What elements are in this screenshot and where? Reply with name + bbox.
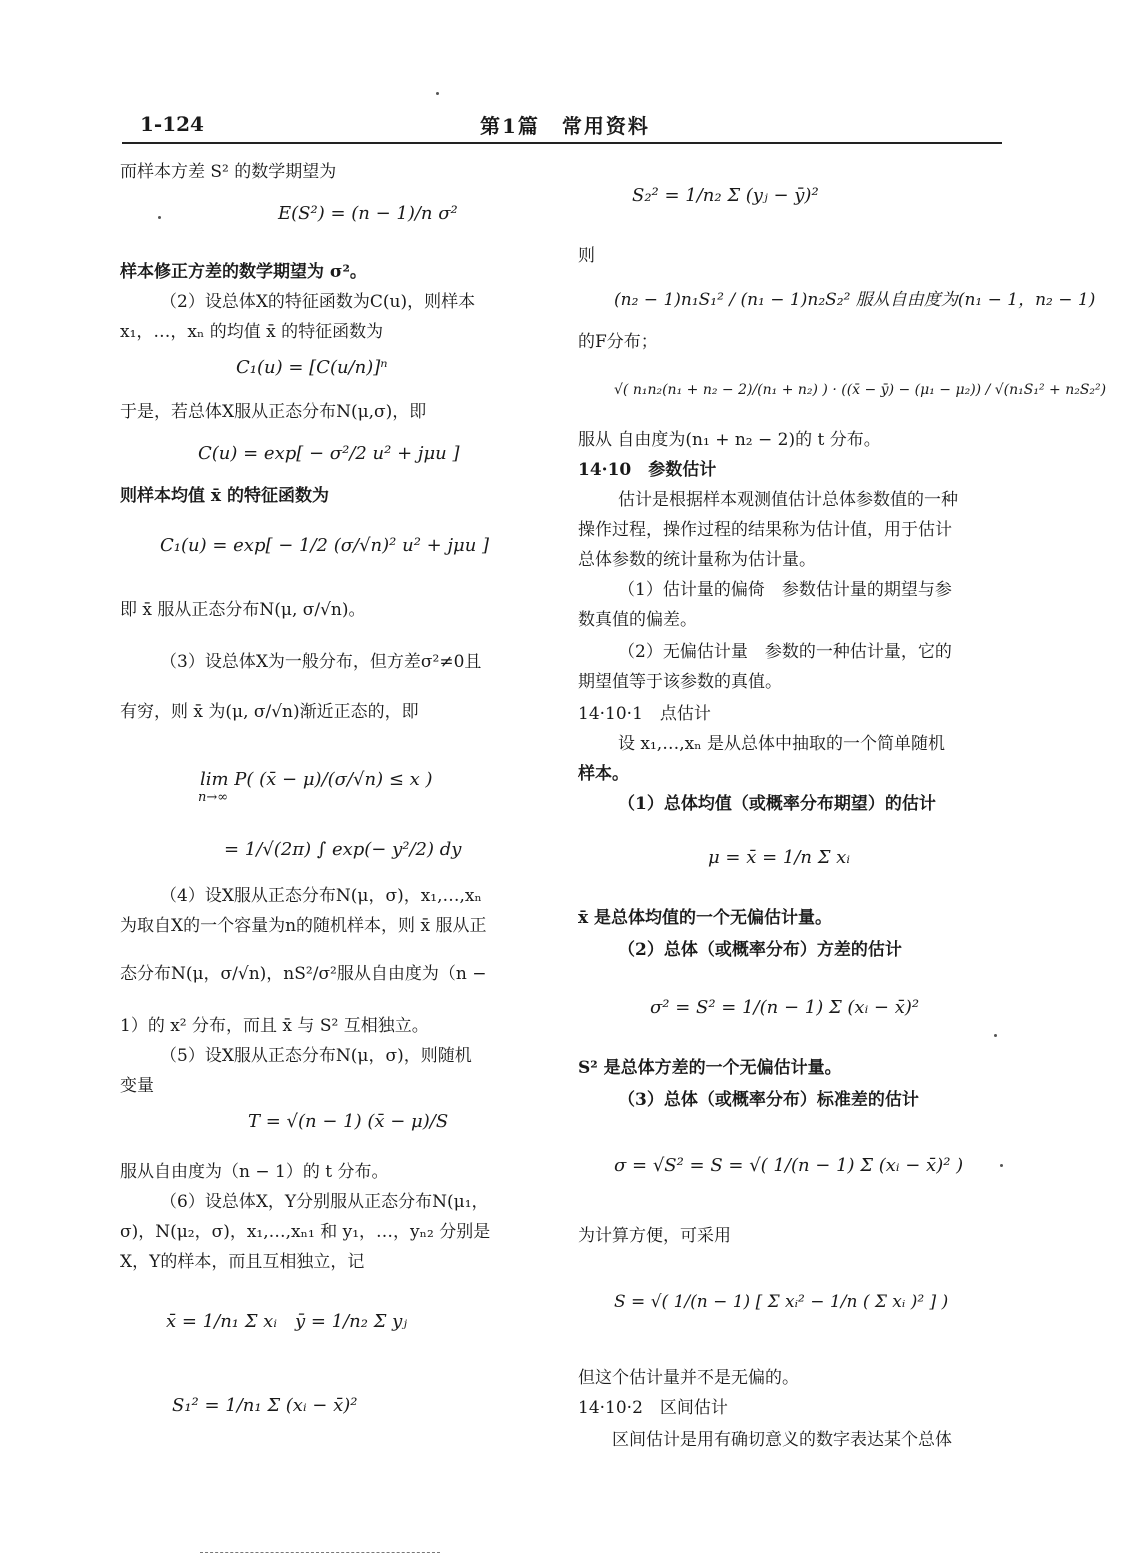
formula-limit-subscript: n→∞	[198, 790, 229, 805]
text-line: （6）设总体X，Y分别服从正态分布N(μ₁，	[160, 1192, 489, 1212]
text-line: 而样本方差 S² 的数学期望为	[120, 162, 337, 182]
text-line: 变量	[120, 1076, 154, 1096]
text-line: σ)，N(μ₂，σ)，x₁,…,xₙ₁ 和 y₁，…，yₙ₂ 分别是	[120, 1222, 491, 1242]
text-line: 1）的 x² 分布，而且 x̄ 与 S² 互相独立。	[120, 1016, 429, 1036]
formula-two-sample-t: √( n₁n₂(n₁ + n₂ − 2)/(n₁ + n₂) ) · ((x̄ − ȳ) − (μ₁ − μ₂)) / √(n₁S₁² + n₂S₂²)	[614, 382, 1107, 398]
text-line: （5）设X服从正态分布N(μ，σ)，则随机	[160, 1046, 472, 1066]
text-line: 的F分布；	[578, 332, 658, 352]
text-line: 样本修正方差的数学期望为 σ²。	[120, 262, 367, 282]
subsection-heading: 14·10·1 点估计	[578, 704, 711, 724]
text-line: （4）设X服从正态分布N(μ，σ)，x₁,…,xₙ	[160, 886, 482, 906]
header-rule	[122, 142, 1002, 144]
text-line: 服从 自由度为(n₁ + n₂ − 2)的 t 分布。	[578, 430, 881, 450]
text-line: 为计算方便，可采用	[578, 1226, 731, 1246]
formula-std-estimate: σ = √S² = S = √( 1/(n − 1) Σ (xᵢ − x̄)² )	[614, 1155, 964, 1176]
formula-s2-squared: S₂² = 1/n₂ Σ (yⱼ − ȳ)²	[632, 185, 819, 206]
text-line: 态分布N(μ，σ/√n)，nS²/σ²服从自由度为（n −	[120, 964, 487, 984]
text-line: 样本。	[578, 764, 629, 784]
formula-limit: lim P( (x̄ − μ)/(σ/√n) ≤ x )	[200, 769, 433, 790]
text-line: 估计是根据样本观测值估计总体参数值的一种	[618, 490, 958, 510]
text-line: S² 是总体方差的一个无偏估计量。	[578, 1058, 842, 1078]
bottom-rule	[200, 1552, 440, 1553]
formula-char-function-normal: C(u) = exp[ − σ²/2 u² + jμu ]	[198, 443, 460, 464]
text-line: 于是，若总体X服从正态分布N(μ,σ)，即	[120, 402, 427, 422]
text-line: 但这个估计量并不是无偏的。	[578, 1368, 799, 1388]
item-heading: （3）总体（或概率分布）标准差的估计	[618, 1090, 919, 1110]
formula-expectation-s2: E(S²) = (n − 1)/n σ²	[278, 203, 458, 224]
text-line: 服从自由度为（n − 1）的 t 分布。	[120, 1162, 389, 1182]
running-head: 第1篇 常用资料	[480, 114, 650, 138]
text-line: （1）估计量的偏倚 参数估计量的期望与参	[618, 580, 952, 600]
formula-std-computation: S = √( 1/(n − 1) [ Σ xᵢ² − 1/n ( Σ xᵢ )² ] )	[614, 1292, 949, 1312]
text-line: （3）设总体X为一般分布，但方差σ²≠0且	[160, 652, 482, 672]
text-line: （2）设总体X的特征函数为C(u)，则样本	[160, 292, 476, 312]
formula-s1-squared: S₁² = 1/n₁ Σ (xᵢ − x̄)²	[172, 1395, 358, 1416]
scan-speck	[1000, 1164, 1003, 1167]
formula-normal-integral: = 1/√(2π) ∫ exp(− y²/2) dy	[224, 839, 462, 860]
formula-f-ratio: (n₂ − 1)n₁S₁² / (n₁ − 1)n₂S₂² 服从自由度为(n₁ − 1，n₂ − 1)	[614, 290, 1096, 310]
text-line: （2）无偏估计量 参数的一种估计量，它的	[618, 642, 952, 662]
text-line: 有穷，则 x̄ 为(μ, σ/√n)渐近正态的，即	[120, 702, 419, 722]
scan-speck	[436, 92, 439, 95]
formula-mean-estimate: μ = x̄ = 1/n Σ xᵢ	[708, 847, 850, 868]
scan-speck	[994, 1034, 997, 1037]
text-line: x₁，…，xₙ 的均值 x̄ 的特征函数为	[120, 322, 384, 342]
item-heading: （1）总体均值（或概率分布期望）的估计	[618, 794, 936, 814]
text-line: 区间估计是用有确切意义的数字表达某个总体	[612, 1430, 952, 1450]
text-line: 即 x̄ 服从正态分布N(μ, σ/√n)。	[120, 600, 366, 620]
formula-char-function-mean: C₁(u) = [C(u/n)]ⁿ	[236, 357, 388, 378]
section-heading: 14·10 参数估计	[578, 460, 717, 480]
item-heading: （2）总体（或概率分布）方差的估计	[618, 940, 902, 960]
text-line: X，Y的样本，而且互相独立，记	[120, 1252, 365, 1272]
text-line: 期望值等于该参数的真值。	[578, 672, 782, 692]
scan-speck	[158, 216, 161, 219]
text-line: 为取自X的一个容量为n的随机样本，则 x̄ 服从正	[120, 916, 487, 936]
text-line: 总体参数的统计量称为估计量。	[578, 550, 816, 570]
text-line: x̄ 是总体均值的一个无偏估计量。	[578, 908, 833, 928]
formula-sample-means: x̄ = 1/n₁ Σ xᵢ ȳ = 1/n₂ Σ yⱼ	[166, 1311, 408, 1332]
page-number: 1-124	[140, 112, 204, 136]
subsection-heading: 14·10·2 区间估计	[578, 1398, 728, 1418]
text-line: 则样本均值 x̄ 的特征函数为	[120, 486, 329, 506]
text-line: 数真值的偏差。	[578, 610, 697, 630]
formula-char-function-sample-mean: C₁(u) = exp[ − 1/2 (σ/√n)² u² + jμu ]	[160, 535, 490, 556]
formula-variance-estimate: σ² = S² = 1/(n − 1) Σ (xᵢ − x̄)²	[650, 997, 920, 1018]
text-line: 操作过程，操作过程的结果称为估计值，用于估计	[578, 520, 952, 540]
text-line: 设 x₁,…,xₙ 是从总体中抽取的一个简单随机	[618, 734, 945, 754]
formula-t-statistic: T = √(n − 1) (x̄ − μ)/S	[248, 1111, 449, 1132]
text-line: 则	[578, 246, 595, 266]
